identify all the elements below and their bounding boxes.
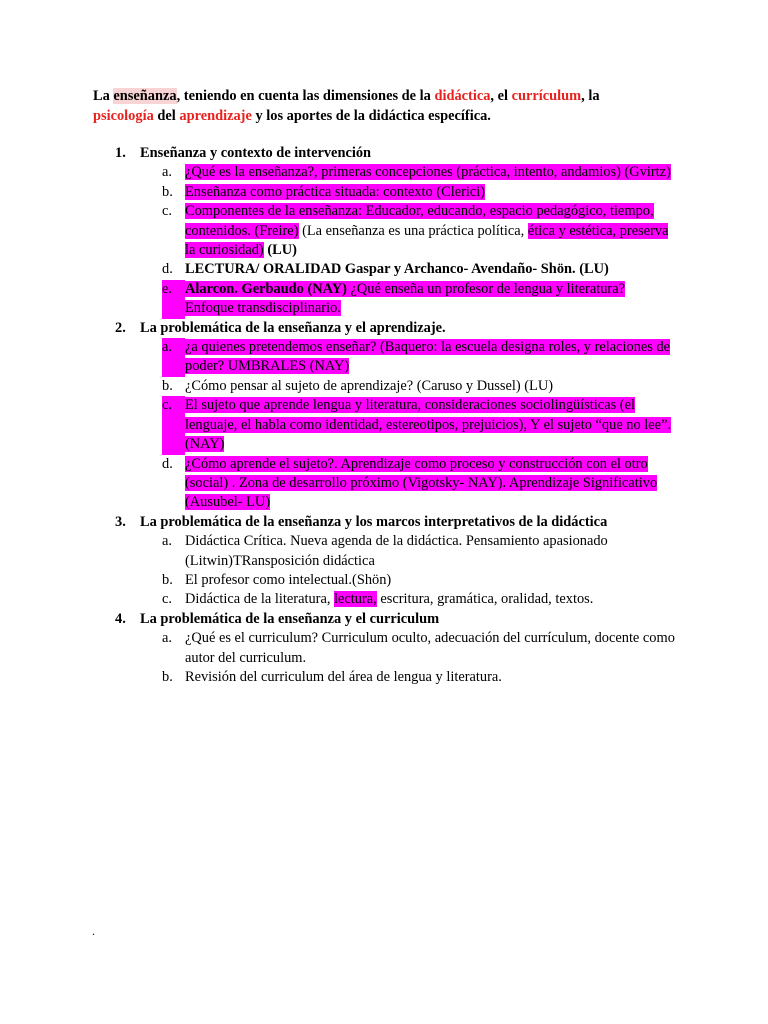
item-text: El profesor como intelectual.(Shön) [185,571,392,588]
item-letter: d. [162,455,173,472]
section-3 [115,513,675,610]
section-number: 4. [115,610,126,627]
section-title [115,513,675,532]
item-letter: b. [162,668,173,685]
item-letter: a. [162,630,172,647]
item-text: Revisión del curriculum del área de lengua y literatura. [185,668,502,685]
section-heading: La problemática de la enseñanza y los marcos interpretativos de la didáctica [140,513,608,530]
section-number: 1. [115,145,126,161]
item-letter: b. [162,571,173,588]
list-item [162,280,675,319]
intro-text: , la [581,88,600,104]
list-item [162,396,675,454]
list-item [162,338,675,377]
item-text: Didáctica de la literatura, [185,591,335,608]
red-word-psicologia: psicología [93,108,154,124]
item-letter: d. [162,261,173,278]
item-text: ¿Qué es el curriculum? Curriculum oculto, adecuación del currículum, docente como autor del curriculum. [185,630,675,666]
section-title [115,144,675,163]
list-item [162,629,675,668]
intro-text: del [153,108,180,124]
item-letter: a. [162,533,172,550]
list-item [162,183,675,202]
list-item [162,163,675,182]
intro-text: , teniendo en cuenta las dimensiones de la [176,88,435,104]
item-letter: c. [162,591,172,608]
section-items [115,163,675,318]
item-author-tag: Alarcon. Gerbaudo (NAY) [185,280,347,297]
item-text-highlighted: lectura, [334,591,377,608]
item-text: ¿Cómo pensar al sujeto de aprendizaje? (Caruso y Dussel) (LU) [185,377,554,394]
section-heading: Enseñanza y contexto de intervención [140,145,372,161]
item-text-highlighted: ¿a quienes pretendemos enseñar? (Baquero: la escuela designa roles, y relaciones de poder? UMBRALES (NAY) [185,339,671,375]
list-item [162,260,675,279]
list-item [162,377,675,396]
section-items [115,629,675,687]
item-letter: a. [162,164,172,181]
list-item [162,455,675,513]
red-word-aprendizaje: aprendizaje [179,108,252,124]
item-letter: c. [162,396,185,454]
section-items [115,338,675,513]
item-text-highlighted: ¿Cómo aprende el sujeto?. Aprendizaje como proceso y construcción con el otro (social) . Zona de desarrollo próximo (Vigotsky- NAY). Aprendizaje Significativo (Ausubel- LU) [185,455,658,511]
item-text-highlighted: Enseñanza como práctica situada: contexto (Clerici) [185,183,486,200]
section-2 [115,319,675,513]
intro-text: y los aportes de la didáctica específica. [251,108,491,124]
item-text-highlighted: ¿Qué enseña un profesor de lengua y literatura? Enfoque transdisciplinario. [185,280,626,317]
section-heading: La problemática de la enseñanza y el aprendizaje. [140,319,446,336]
section-number: 2. [115,319,126,336]
item-letter: b. [162,183,173,200]
list-item [162,532,675,571]
intro-paragraph [93,86,693,126]
item-letter: a. [162,338,185,377]
section-4 [115,610,675,688]
red-word-didactica: didáctica [434,88,491,104]
item-letter: c. [162,203,172,220]
section-1 [115,144,675,319]
section-title [115,319,675,338]
highlight-ensenanza: enseñanza [113,88,177,104]
section-items [115,532,675,610]
intro-text: , el [490,88,512,104]
item-text-highlighted: Componentes de la enseñanza: Educador, educando, espacio pedagógico, tiempo, contenidos. (Freire) [185,203,654,239]
outline-list [115,144,675,687]
item-text: LECTURA/ ORALIDAD Gaspar y Archanco- Avendaño- Shön. (LU) [185,261,609,278]
item-text-highlighted: El sujeto que aprende lengua y literatura, consideraciones sociolingüísticas (el lenguaje, el habla como identidad, estereotipos, prejuicios), Y el sujeto “que no lee”. (NAY) [185,397,672,453]
section-title [115,610,675,629]
section-number: 3. [115,513,126,530]
item-text: escritura, gramática, oralidad, textos. [376,591,594,608]
item-text-highlighted: ética y estética, preserva la curiosidad) [185,222,669,259]
list-item [162,202,675,260]
list-item [162,571,675,590]
item-text: Didáctica Crítica. Nueva agenda de la didáctica. Pensamiento apasionado (Litwin)TRansposición didáctica [185,533,608,569]
red-word-curriculum: currículum [511,88,582,104]
section-heading: La problemática de la enseñanza y el curriculum [140,610,440,627]
list-item [162,668,675,687]
item-author-tag: (LU) [263,242,297,259]
intro-text: La [93,88,114,104]
footer-mark: . [92,924,95,938]
list-item [162,590,675,609]
item-letter: b. [162,377,173,394]
item-text-highlighted: ¿Qué es la enseñanza?, primeras concepciones (práctica, intento, andamios) (Gvirtz) [185,164,671,181]
item-letter: e. [162,280,185,319]
item-text: (La enseñanza es una práctica política, [298,222,528,239]
